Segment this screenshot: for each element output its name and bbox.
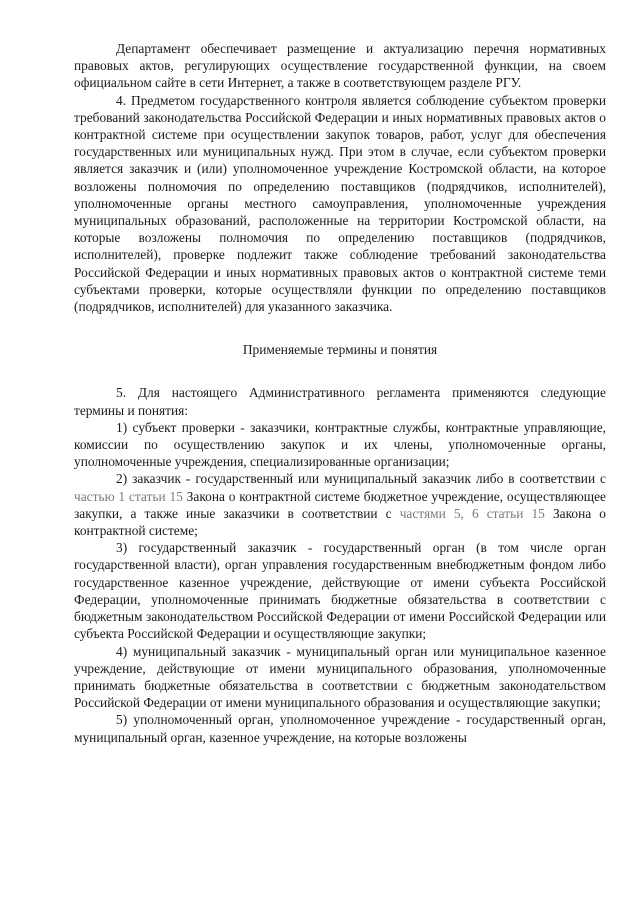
term-item-4: 4) муниципальный заказчик - муниципальный орган или муниципальное казенное учреждение, действующие от имени муниципального образования, уполномоченные принимать бюджетные обязательства в соответствии с бюджетным законодательством Российской Федерации от имени муниципального образования и осуществляющие закупки; <box>74 643 606 711</box>
term-item-2-text-b: Закона о контрактной системе бюджетное учреждение, осуществляющее закупки, а также иные заказчики в соответствии с <box>74 488 606 521</box>
paragraph-4: 4. Предметом государственного контроля является соблюдение субъектом проверки требований законодательства Российской Федерации и иных нормативных правовых актов о контрактной системе при осуществлении закупок товаров, работ, услуг для обеспечения государственных или муниципальных нужд. При этом в случае, если субъектом проверки является заказчик и (или) уполномоченное учреждение Костромской области, на которое возложены полномочия по определению поставщиков (подрядчиков, исполнителей), уполномоченные органы местного самоуправления, уполномоченные учреждения муниципальных образований, расположенные на территории Костромской области, на которые возложены полномочия по определению поставщиков (подрядчиков, исполнителей), проверке подлежит также соблюдение требований законодательства Российской Федерации и иных нормативных правовых актов о контрактной системе теми субъектами проверки, которые осуществляли функции по определению поставщиков (подрядчиков, исполнителей) для указанного заказчика. <box>74 92 606 315</box>
paragraph-department: Департамент обеспечивает размещение и актуализацию перечня нормативных правовых актов, регулирующих осуществление государственной функции, на своем официальном сайте в сети Интернет, а также в соответствующем разделе РГУ. <box>74 41 606 91</box>
term-item-2-text-a: 2) заказчик - государственный или муниципальный заказчик либо в соответствии с <box>116 471 606 487</box>
term-item-2-text-c: Закона о контрактной системе; <box>74 505 606 539</box>
law-reference-link-2[interactable]: частями 5, 6 статьи 15 <box>399 505 545 521</box>
paragraph-5: 5. Для настоящего Административного регламента применяются следующие термины и понятия: <box>74 385 606 418</box>
document-body <box>74 40 606 746</box>
term-item-2 <box>74 470 606 539</box>
term-item-5: 5) уполномоченный орган, уполномоченное учреждение - государственный орган, муниципальный орган, казенное учреждение, на которые возложены <box>74 712 606 745</box>
law-reference-link-1[interactable]: частью 1 статьи 15 <box>74 488 183 504</box>
term-item-3: 3) государственный заказчик - государственный орган (в том числе орган государственной власти), орган управления государственным внебюджетным фондом либо государственное казенное учреждение, действующие от имени субъекта Российской Федерации, уполномоченные принимать бюджетные обязательства в соответствии с бюджетным законодательством Российской Федерации от имени Российской Федерации или субъекта Российской Федерации и осуществляющие закупки; <box>74 540 606 642</box>
section-heading: Применяемые термины и понятия <box>242 342 438 358</box>
term-item-1: 1) субъект проверки - заказчики, контрактные службы, контрактные управляющие, комиссии по осуществлению закупок и их члены, уполномоченные органы, уполномоченные учреждения, специализированные организации; <box>74 419 606 470</box>
